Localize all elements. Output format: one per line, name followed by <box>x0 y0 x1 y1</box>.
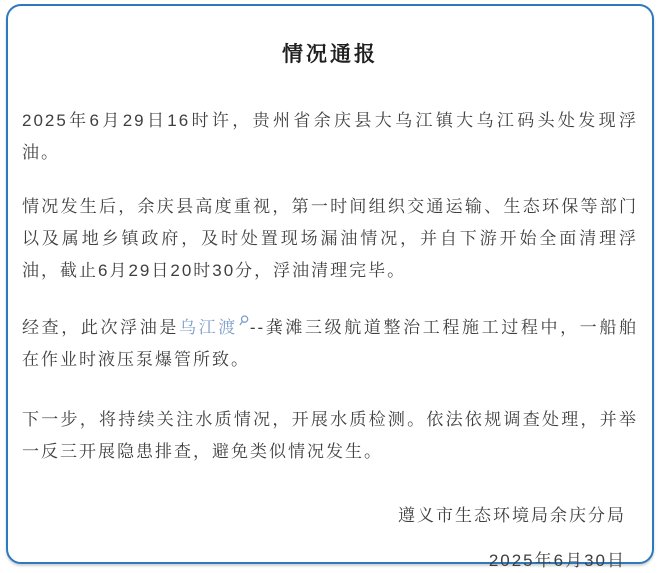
magnifier-icon <box>239 305 250 316</box>
notice-border-box <box>6 4 654 570</box>
wujiangdu-link-label: 乌江渡 <box>178 318 238 337</box>
notice-title: 情况通报 <box>282 43 378 66</box>
issuing-authority: 遵义市生态环境局余庆分局 <box>398 506 626 525</box>
paragraph-cause-after-link: --龚滩三级航道整治工程施工过程中，一船舶在作业时液压泵爆管所致。 <box>22 318 639 369</box>
wujiangdu-entity-link[interactable] <box>179 318 250 337</box>
paragraph-next-steps: 下一步，将持续关注水质情况，开展水质检测。依法依规调查处理，并举一反三开展隐患排查，避免类似情况发生。 <box>22 410 638 461</box>
issue-date: 2025年6月30日 <box>488 551 626 570</box>
paragraph-incident: 2025年6月29日16时许，贵州省余庆县大乌江镇大乌江码头处发现浮油。 <box>22 111 638 162</box>
paragraph-cause <box>22 312 638 376</box>
paragraph-cause-before-link: 经查，此次浮油是 <box>22 318 179 337</box>
paragraph-response: 情况发生后，余庆县高度重视，第一时间组织交通运输、生态环保等部门以及属地乡镇政府，及时处置现场漏油情况，并自下游开始全面清理浮油，截止6月29日20时30分，浮油清理完毕。 <box>22 197 638 280</box>
